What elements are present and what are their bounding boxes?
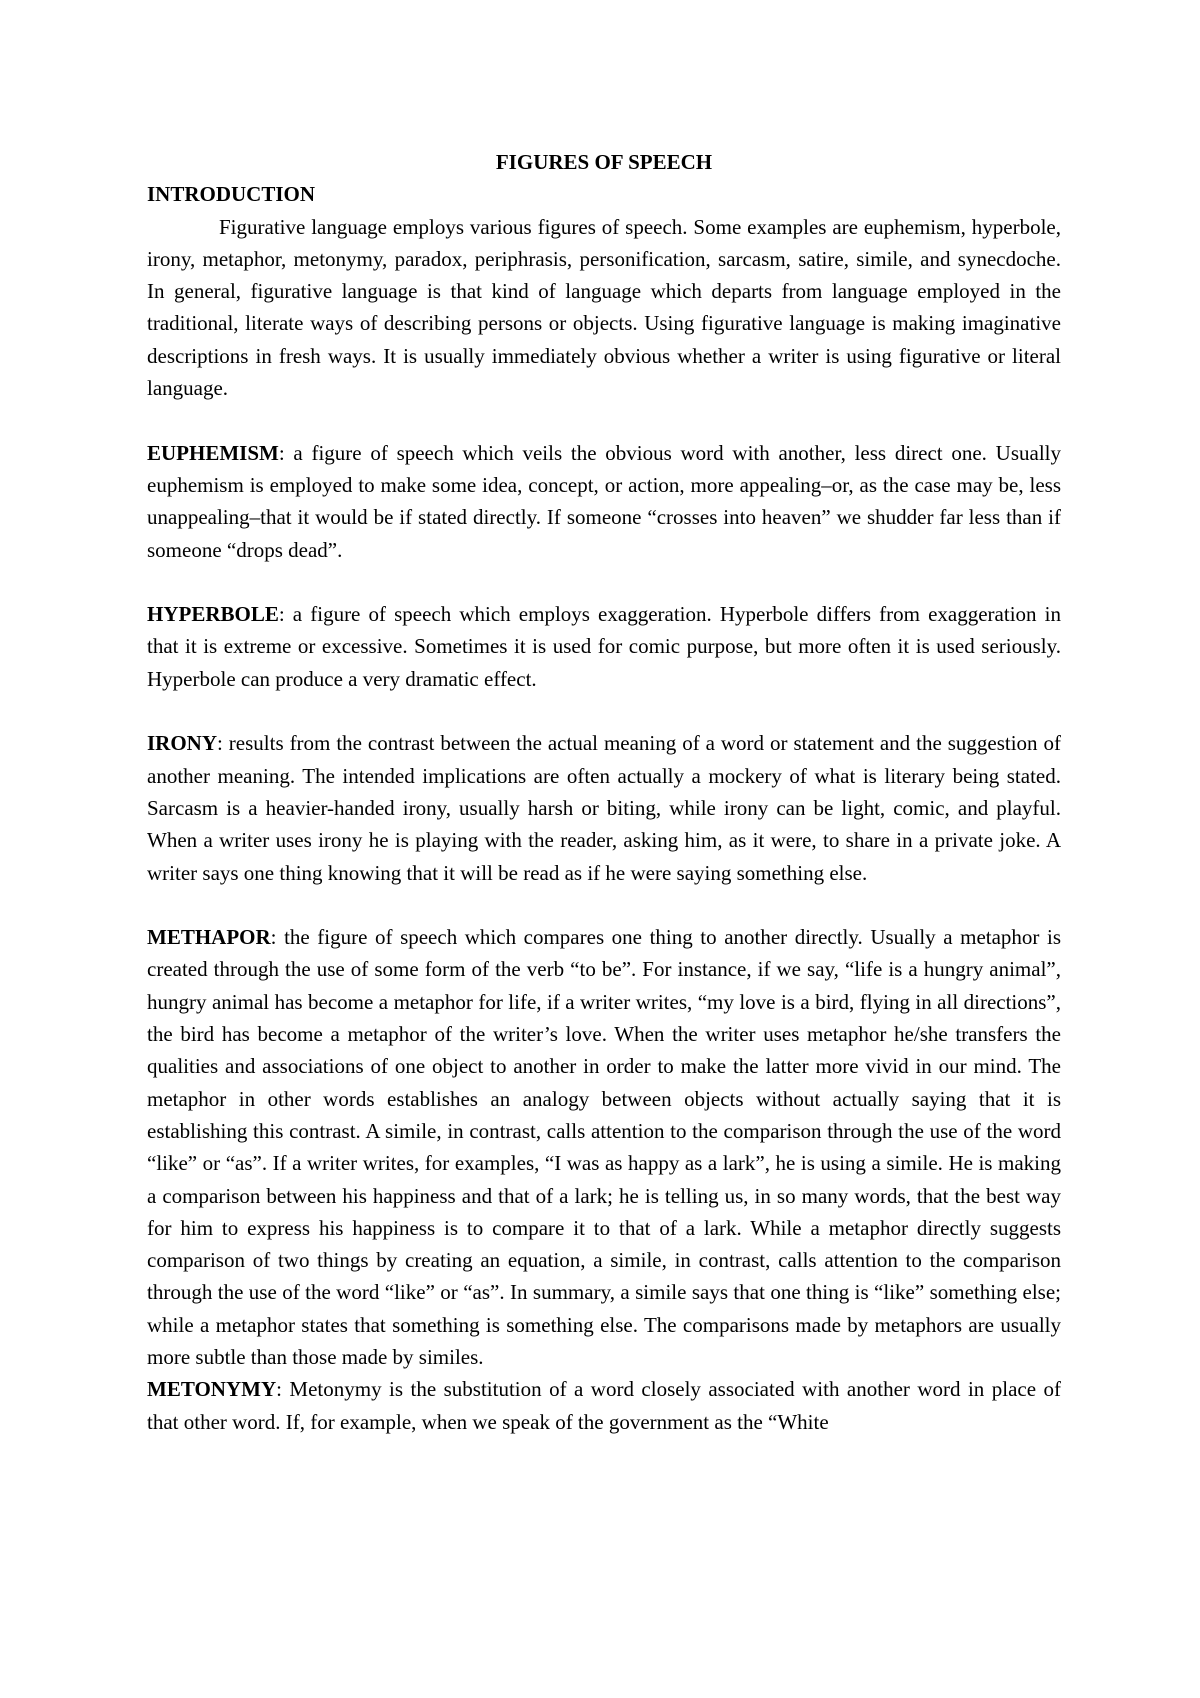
irony-definition: : results from the contrast between the actual meaning of a word or statement and the suggestion of another meaning. The intended implications are often actually a mockery of what is literary being stated. Sarcasm is a heavier-handed irony, usually harsh or biting, while irony can be light, comic, and playful. When a writer uses irony he is playing with the reader, asking him, as it were, to share in a private joke. A writer says one thing knowing that it will be read as if he were saying something else. — [147, 731, 1061, 885]
euphemism-term: EUPHEMISM — [147, 440, 279, 465]
hyperbole-definition: : a figure of speech which employs exaggeration. Hyperbole differs from exaggeration in that it is extreme or excessive. Sometimes it is used for comic purpose, but more often it is used seriously. Hyperbole can produce a very dramatic effect. — [147, 602, 1061, 691]
metaphor-definition: : the figure of speech which compares one thing to another directly. Usually a metaphor is created through the use of some form of the verb “to be”. For instance, if we say, “life is a hungry animal”, hungry animal has become a metaphor for life, if a writer writes, “my love is a bird, flying in all directions”, the bird has become a metaphor of the writer’s love. When the writer uses metaphor he/she transfers the qualities and associations of one object to another in order to make the latter more vivid in our mind. The metaphor in other words establishes an analogy between objects without actually saying that it is establishing this contrast. A simile, in contrast, calls attention to the comparison through the use of the word “like” or “as”. If a writer writes, for examples, “I was as happy as a lark”, he is using a simile. He is making a comparison between his happiness and that of a lark; he is telling us, in so many words, that the best way for him to express his happiness is to compare it to that of a lark. While a metaphor directly suggests comparison of two things by creating an equation, a simile, in contrast, calls attention to the comparison through the use of the word “like” or “as”. In summary, a simile says that one thing is “like” something else; while a metaphor states that something is something else. The comparisons made by metaphors are usually more subtle than those made by similes. — [147, 925, 1061, 1369]
euphemism-definition: : a figure of speech which veils the obvious word with another, less direct one. Usually euphemism is employed to make some idea, concept, or action, more appealing–or, as the case may be, less unappealing–that it would be if stated directly. If someone “crosses into heaven” we shudder far less than if someone “drops dead”. — [147, 440, 1061, 562]
metonymy-term: METONYMY — [147, 1377, 277, 1402]
euphemism-paragraph — [147, 437, 1061, 566]
document-body — [147, 146, 1061, 1438]
irony-paragraph — [147, 727, 1061, 888]
hyperbole-paragraph — [147, 598, 1061, 695]
document-title: FIGURES OF SPEECH — [495, 150, 713, 174]
metonymy-paragraph — [147, 1373, 1061, 1438]
metaphor-paragraph — [147, 921, 1061, 1373]
metonymy-definition: : Metonymy is the substitution of a word closely associated with another word in place of that other word. If, for example, when we speak of the government as the “White — [147, 1377, 1061, 1434]
introduction-heading: INTRODUCTION — [147, 182, 316, 207]
metaphor-term: METHAPOR — [147, 925, 271, 950]
introduction-paragraph: Figurative language employs various figures of speech. Some examples are euphemism, hyperbole, irony, metaphor, metonymy, paradox, periphrasis, personification, sarcasm, satire, simile, and synecdoche. In general, figurative language is that kind of language which departs from language employed in the traditional, literate ways of describing persons or objects. Using figurative language is making imaginative descriptions in fresh ways. It is usually immediately obvious whether a writer is using figurative or literal language. — [147, 214, 1061, 401]
hyperbole-term: HYPERBOLE — [147, 602, 279, 627]
irony-term: IRONY — [147, 731, 218, 756]
